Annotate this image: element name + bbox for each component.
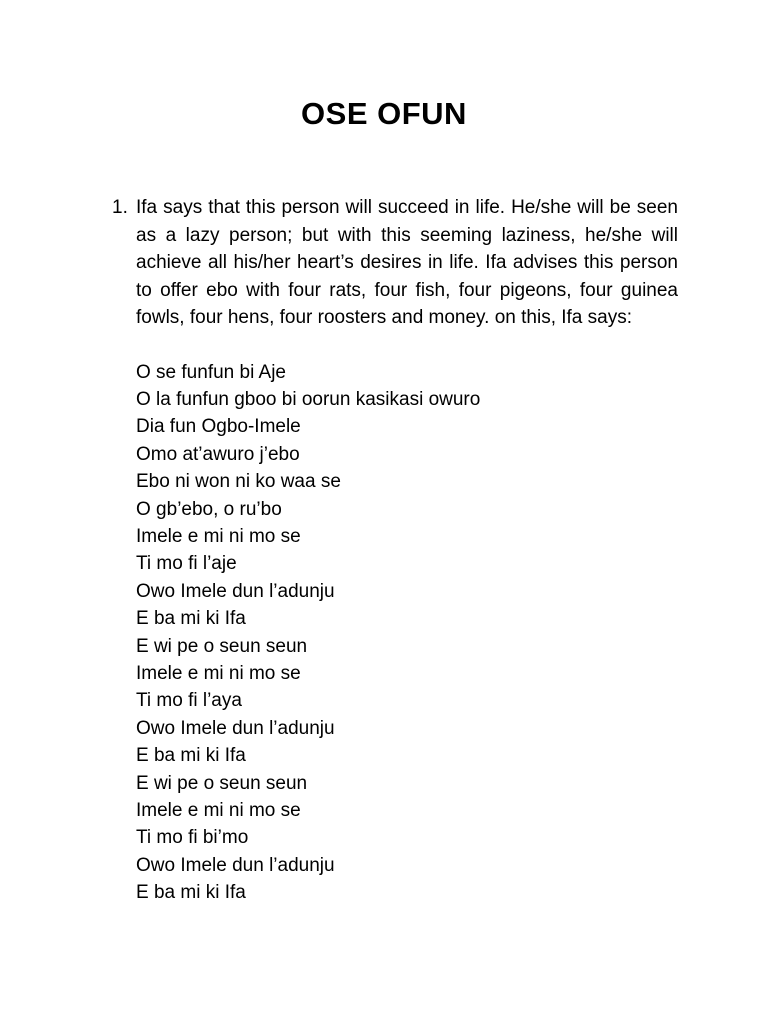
verse-line: Imele e mi ni mo se — [136, 525, 301, 547]
item-paragraph: Ifa says that this person will succeed in life. He/she will be seen as a lazy person; but with this seeming laziness, he/she will achieve all his/her heart’s desires in life. Ifa advises this person to offer ebo with four rats, four fish, four pigeons, four guinea fowls, four hens, four roosters and money. on this, Ifa says: — [136, 197, 678, 328]
verse-line: O la funfun gboo bi oorun kasikasi owuro — [136, 388, 481, 410]
verse-line: Ebo ni won ni ko waa se — [136, 471, 341, 493]
verse-line: Imele e mi ni mo se — [136, 662, 301, 684]
verse-line: Owo Imele dun l’adunju — [136, 854, 335, 876]
verse-list — [136, 359, 678, 907]
verse-line: Imele e mi ni mo se — [136, 800, 301, 821]
item-body — [136, 194, 678, 907]
verse-line: O gb’ebo, o ru’bo — [136, 498, 282, 520]
verse-line: Owo Imele dun l’adunju — [136, 580, 335, 602]
item-number: 1. — [112, 197, 128, 218]
verse-line: Ti mo fi l’aya — [136, 690, 242, 712]
verse-line: Omo at’awuro j’ebo — [136, 443, 300, 465]
verse-line: E ba mi ki Ifa — [136, 745, 246, 767]
verse-line: Owo Imele dun l’adunju — [136, 717, 335, 739]
page-title: OSE OFUN — [301, 96, 467, 131]
verse-line: O se funfun bi Aje — [136, 361, 286, 383]
verse-line: E wi pe o seun seun — [136, 635, 308, 657]
verse-line: E wi pe o seun seun — [136, 772, 308, 794]
verse-line: Ti mo fi bi’mo — [136, 827, 249, 849]
verse-line: Ti mo fi l’aje — [136, 553, 237, 575]
verse-line: Dia fun Ogbo-Imele — [136, 416, 301, 438]
verse-line: E ba mi ki Ifa — [136, 882, 246, 904]
verse-line: E ba mi ki Ifa — [136, 608, 246, 630]
